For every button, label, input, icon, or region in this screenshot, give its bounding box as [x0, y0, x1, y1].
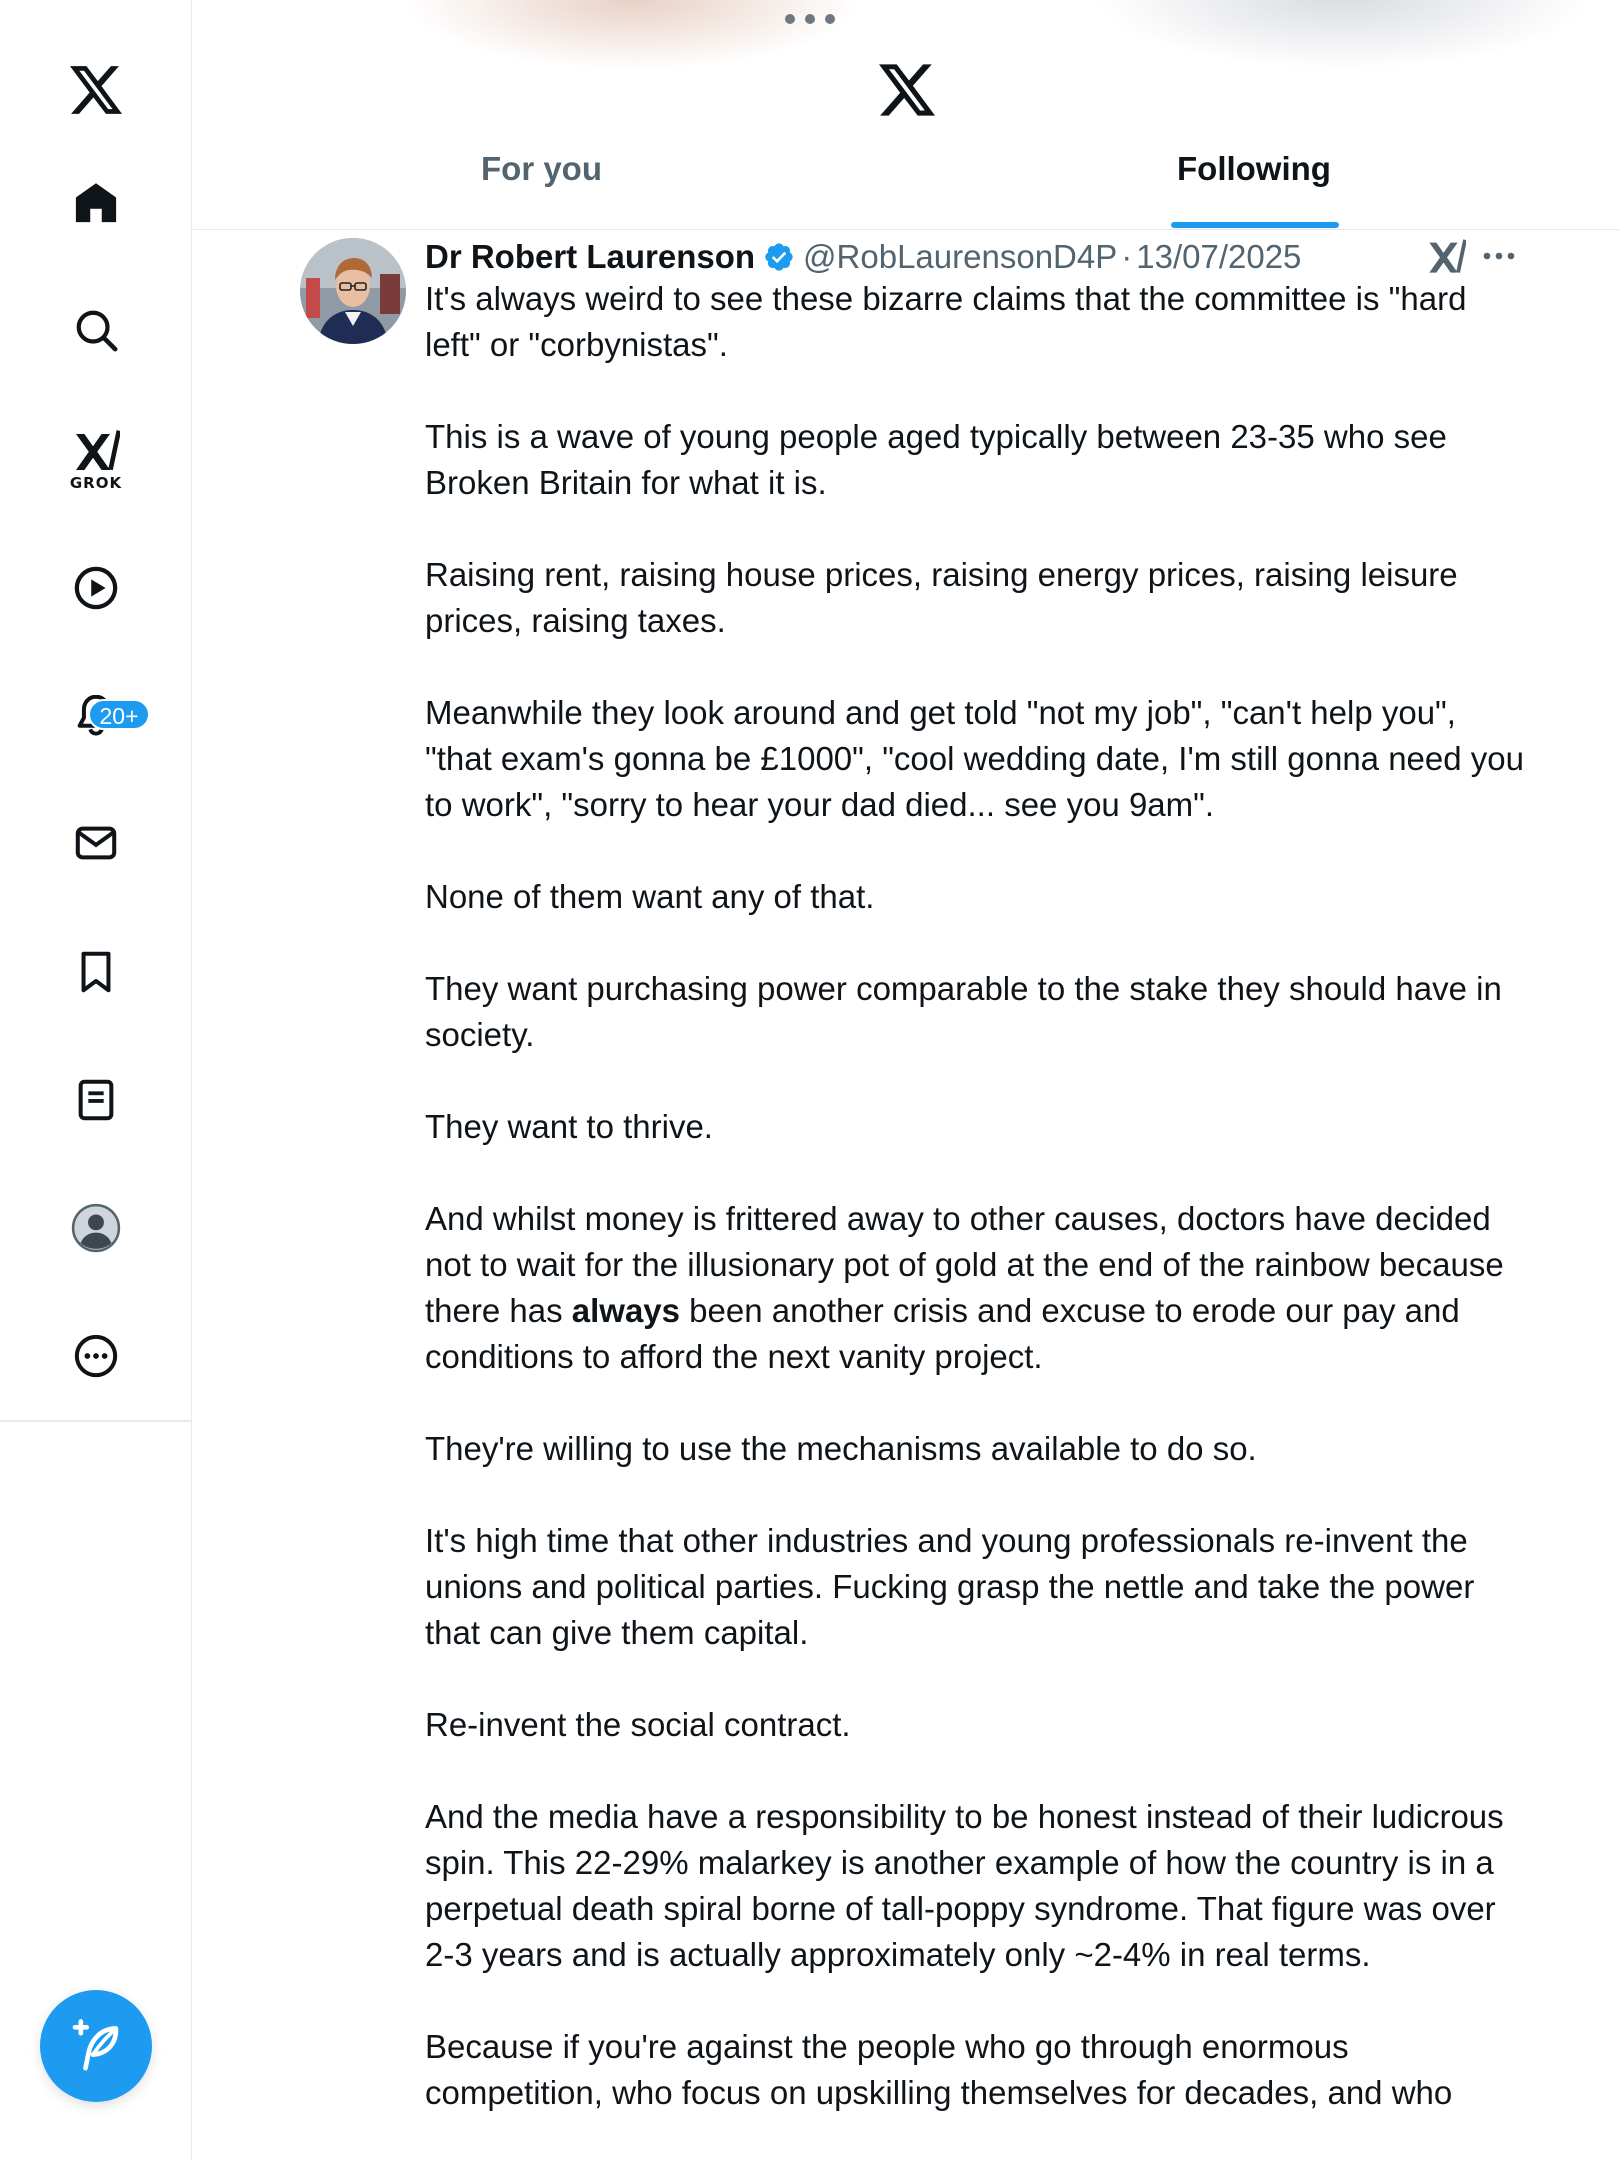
meta-separator: ·	[1121, 238, 1133, 275]
timeline-header	[193, 0, 1620, 230]
sidebar-item-notifications[interactable]	[46, 665, 146, 765]
author-avatar[interactable]	[300, 238, 406, 344]
post-paragraph: Re-invent the social contract.	[425, 1706, 851, 1743]
sidebar-item-explore[interactable]	[46, 280, 146, 380]
grok-label: GROK	[69, 474, 123, 492]
bookmark-icon	[73, 949, 119, 995]
profile-avatar-icon	[71, 1203, 121, 1253]
post-text	[425, 276, 1525, 2162]
post-text-bold: always	[571, 1292, 681, 1329]
header-backdrop	[1093, 0, 1593, 70]
sidebar-item-video[interactable]	[46, 538, 146, 638]
sidebar-item-grok[interactable]	[46, 410, 146, 510]
post-paragraph: They want purchasing power comparable to the stake they should have in society.	[425, 970, 1502, 1053]
post-paragraph: They're willing to use the mechanisms available to do so.	[425, 1430, 1257, 1467]
compose-post-button[interactable]	[40, 1990, 152, 2102]
grok-icon	[72, 428, 120, 472]
tab-for-you[interactable]: For you	[481, 150, 602, 187]
window-grip-icon[interactable]	[785, 12, 835, 26]
list-document-icon	[73, 1077, 119, 1123]
post-text-segment: And whilst money is frittered away to other causes, doctors have decided not to wait for the illusionary pot of gold at the end of the rainbow because there has	[425, 1200, 1504, 1329]
post-date[interactable]: 13/07/2025	[1136, 238, 1302, 275]
more-circle-icon	[73, 1333, 119, 1379]
verified-badge-icon	[763, 241, 795, 273]
sidebar-item-more[interactable]	[46, 1306, 146, 1406]
home-icon	[73, 180, 119, 226]
sidebar-item-home[interactable]	[46, 153, 146, 253]
post-text-segment: been another crisis and excuse to erode our pay and conditions to afford the next vanity project.	[425, 1292, 1460, 1375]
x-logo-link[interactable]	[46, 40, 146, 140]
post-header	[425, 232, 1301, 282]
sidebar-item-bookmarks[interactable]	[46, 922, 146, 1022]
post-paragraph: Because if you're against the people who go through enormous competition, who focus on upskilling themselves for decades, and who	[425, 2028, 1453, 2111]
post-paragraph: This is a wave of young people aged typically between 23-35 who see Broken Britain for what it is.	[425, 418, 1447, 501]
author-photo	[300, 238, 406, 344]
grok-logo	[70, 428, 122, 492]
post-more-icon[interactable]	[1479, 236, 1519, 276]
post-paragraph: Meanwhile they look around and get told "not my job", "can't help you", "that exam's gonna be £1000", "cool wedding date, I'm still gonna need you to work", "sorry to hear your dad died... see you 9am".	[425, 694, 1524, 823]
author-handle[interactable]: @RobLaurensonD4P	[803, 238, 1118, 275]
header-backdrop	[403, 0, 863, 70]
sidebar-item-profile[interactable]	[46, 1178, 146, 1278]
notifications-badge: 20+	[88, 699, 150, 730]
post-paragraph: It's always weird to see these bizarre claims that the committee is "hard left" or "corbynistas".	[425, 280, 1467, 363]
active-tab-indicator	[1171, 222, 1339, 228]
sidebar-nav	[0, 0, 192, 2160]
post-paragraph: And the media have a responsibility to be honest instead of their ludicrous spin. This 22-29% malarkey is another example of how the country is in a perpetual death spiral borne of tall-poppy syndrome. That figure was over 2-3 years and is actually approximately only ~2-4% in real terms.	[425, 1798, 1504, 1973]
feather-plus-icon	[68, 2018, 124, 2074]
x-logo-icon[interactable]	[879, 62, 935, 118]
grok-icon[interactable]	[1426, 236, 1466, 276]
post-paragraph: They want to thrive.	[425, 1108, 713, 1145]
post-paragraph	[425, 1196, 1525, 1380]
post-paragraph: None of them want any of that.	[425, 878, 875, 915]
sidebar-item-lists[interactable]	[46, 1050, 146, 1150]
mail-icon	[73, 820, 119, 866]
sidebar-divider	[0, 1420, 192, 1422]
author-name[interactable]: Dr Robert Laurenson	[425, 238, 756, 275]
x-logo-icon	[70, 66, 122, 114]
search-icon	[73, 307, 119, 353]
post-paragraph: It's high time that other industries and young professionals re-invent the unions and political parties. Fucking grasp the nettle and take the power that can give them capital.	[425, 1522, 1475, 1651]
play-icon	[73, 565, 119, 611]
sidebar-item-messages[interactable]	[46, 793, 146, 893]
post-paragraph: Raising rent, raising house prices, raising energy prices, raising leisure prices, raising taxes.	[425, 556, 1458, 639]
tab-following[interactable]: Following	[1177, 150, 1331, 187]
post[interactable]	[193, 232, 1620, 2160]
